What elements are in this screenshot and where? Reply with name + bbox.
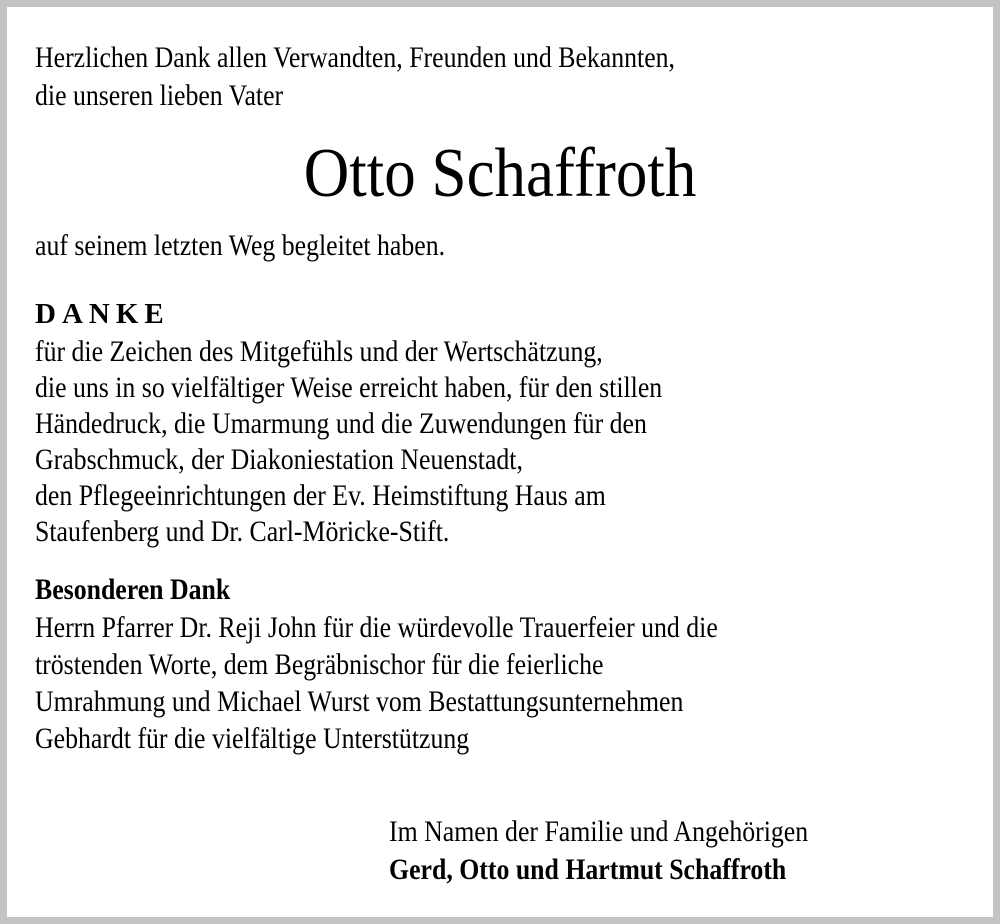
- special-thanks-heading: Besonderen Dank: [35, 573, 231, 606]
- deceased-name-container: [7, 135, 993, 212]
- deceased-name: Otto Schaffroth: [303, 135, 697, 212]
- special-line-3: Umrahmung und Michael Wurst vom Bestattungsunternehmen: [35, 685, 684, 718]
- intro-line-2: die unseren lieben Vater: [35, 79, 284, 112]
- thanks-line-6: Staufenberg und Dr. Carl-Möricke-Stift.: [35, 515, 450, 548]
- thanks-line-2: die uns in so vielfältiger Weise erreicht haben, für den stillen: [35, 371, 663, 404]
- thanks-line-1: für die Zeichen des Mitgefühls und der Wertschätzung,: [35, 335, 603, 368]
- special-line-2: tröstenden Worte, dem Begräbnischor für die feierliche: [35, 648, 604, 681]
- obituary-notice: [7, 7, 993, 917]
- signature-names: Gerd, Otto und Hartmut Schaffroth: [389, 853, 787, 886]
- thanks-line-4: Grabschmuck, der Diakoniestation Neuenstadt,: [35, 443, 523, 476]
- special-line-1: Herrn Pfarrer Dr. Reji John für die würdevolle Trauerfeier und die: [35, 611, 718, 644]
- thanks-line-5: den Pflegeeinrichtungen der Ev. Heimstiftung Haus am: [35, 479, 606, 512]
- thanks-heading: DANKE: [35, 298, 170, 330]
- special-line-4: Gebhardt für die vielfältige Unterstützung: [35, 722, 470, 755]
- intro-line-1: Herzlichen Dank allen Verwandten, Freunden und Bekannten,: [35, 41, 676, 74]
- after-name-line: auf seinem letzten Weg begleitet haben.: [35, 229, 446, 262]
- thanks-line-3: Händedruck, die Umarmung und die Zuwendungen für den: [35, 407, 647, 440]
- signature-line-1: Im Namen der Familie und Angehörigen: [389, 815, 809, 848]
